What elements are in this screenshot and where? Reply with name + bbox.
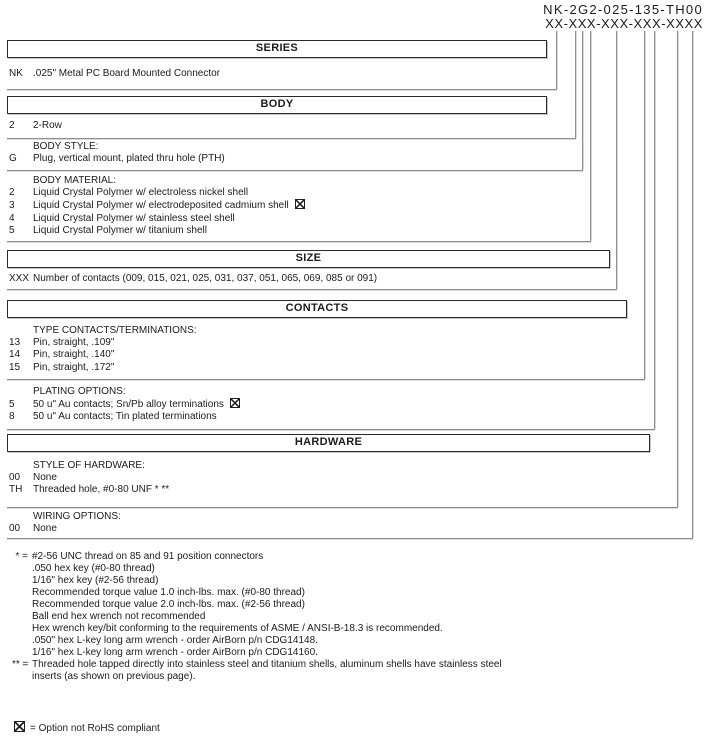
section-header-body: [7, 96, 547, 114]
option-desc: Pin, straight, .109": [33, 337, 115, 349]
option-row: [0, 273, 698, 285]
part-number-mask: XX-XXX-XXX-XXX-XXXX: [545, 16, 703, 31]
divider-plating: [7, 429, 655, 430]
rohs-legend-text: = Option not RoHS compliant: [30, 723, 160, 734]
footnote-line: #2-56 UNC thread on 85 and 91 position connectors: [32, 551, 264, 562]
option-desc: .025" Metal PC Board Mounted Connector: [33, 68, 220, 79]
option-desc: 50 u" Au contacts; Tin plated terminations: [33, 411, 217, 423]
option-code: 5: [9, 399, 15, 411]
option-code: 2: [9, 120, 15, 131]
section-header-hardware: [7, 434, 650, 452]
divider-size: [7, 289, 617, 290]
option-code: 14: [9, 349, 21, 361]
option-code: XXX: [9, 273, 30, 284]
option-desc: Liquid Crystal Polymer w/ stainless steel shell: [33, 212, 235, 224]
footnote-line: Recommended torque value 1.0 inch-lbs. max. (#0-80 thread): [32, 587, 305, 598]
not-rohs-icon: [230, 398, 240, 408]
option-row: [0, 187, 698, 199]
footnote-line: inserts (as shown on previous page).: [32, 671, 196, 682]
section-header-size: [7, 250, 610, 268]
option-row: [0, 472, 698, 484]
option-code: 5: [9, 224, 15, 236]
group-heading: WIRING OPTIONS:: [33, 511, 121, 522]
footnote-line: 1/16" hex key (#2-56 thread): [32, 575, 159, 586]
option-desc: Pin, straight, .172": [33, 361, 115, 373]
footnote-single-asterisk: [12, 551, 677, 659]
body-style-options: [0, 141, 698, 165]
group-heading: TYPE CONTACTS/TERMINATIONS:: [33, 325, 197, 336]
group-heading: BODY STYLE:: [33, 141, 99, 152]
option-code: G: [9, 153, 17, 165]
option-row: [0, 68, 698, 80]
option-code: NK: [9, 68, 23, 79]
not-rohs-icon: [295, 199, 305, 209]
series-options: [0, 68, 698, 80]
divider-wiring: [7, 538, 693, 539]
option-desc: 2-Row: [33, 120, 62, 131]
option-desc: Pin, straight, .140": [33, 349, 115, 361]
section-title: SERIES: [255, 42, 299, 54]
divider-hardware-style: [7, 507, 678, 508]
plating-options: [0, 386, 698, 424]
option-code: 2: [9, 187, 15, 199]
option-row: [0, 120, 698, 132]
option-code: 13: [9, 337, 21, 349]
option-desc: Liquid Crystal Polymer w/ electrodeposited cadmium shell: [33, 200, 289, 212]
divider-body-material: [7, 241, 591, 242]
hardware-style-options: [0, 460, 698, 497]
option-desc: Plug, vertical mount, plated thru hole (PTH): [33, 153, 225, 165]
option-row: [0, 523, 698, 535]
footnote-line: Hex wrench key/bit conforming to the requirements of ASME / ANSI-B-18.3 is recommended.: [32, 623, 443, 634]
option-code: 15: [9, 361, 21, 373]
option-desc: None: [33, 523, 57, 535]
divider-body-style: [7, 170, 583, 171]
option-row: [0, 411, 698, 423]
body-row-options: [0, 120, 698, 132]
section-title: SIZE: [295, 252, 322, 264]
option-desc: Liquid Crystal Polymer w/ electroless nickel shell: [33, 187, 249, 199]
section-header-contacts: [7, 300, 627, 318]
option-row: [0, 362, 698, 374]
footnotes: [12, 551, 677, 683]
footnote-marker: ** =: [12, 659, 29, 670]
option-desc: 50 u" Au contacts; Sn/Pb alloy terminations: [33, 399, 224, 411]
option-row: [0, 225, 698, 237]
part-number-example: NK-2G2-025-135-TH00: [543, 2, 703, 17]
connector-line-series: [556, 31, 557, 89]
divider-contact-type: [7, 379, 645, 380]
option-row: [0, 153, 698, 165]
group-heading: STYLE OF HARDWARE:: [33, 460, 145, 471]
footnote-line: Ball end hex wrench not recommended: [32, 611, 206, 622]
option-desc: Number of contacts (009, 015, 021, 025, 031, 037, 051, 065, 069, 085 or 091): [33, 273, 378, 284]
rohs-legend: [14, 721, 160, 734]
option-code: 00: [9, 472, 21, 484]
option-desc: Liquid Crystal Polymer w/ titanium shell: [33, 224, 207, 236]
body-material-options: [0, 175, 698, 237]
divider-series: [7, 89, 557, 90]
contact-type-options: [0, 325, 698, 374]
section-title: BODY: [260, 98, 294, 110]
option-code: 3: [9, 200, 15, 212]
option-desc: None: [33, 472, 57, 484]
connector-line-hardware-style: [677, 31, 678, 507]
option-code: 4: [9, 212, 15, 224]
footnote-line: Threaded hole tapped directly into stainless steel and titanium shells, aluminum shells have stainless steel: [32, 659, 502, 670]
not-rohs-icon: [14, 721, 25, 732]
option-code: 8: [9, 411, 15, 423]
option-row: [0, 337, 698, 349]
option-desc: Threaded hole, #0-80 UNF * **: [33, 484, 170, 496]
footnote-line: .050 hex key (#0-80 thread): [32, 563, 155, 574]
section-header-series: [7, 40, 547, 58]
divider-body-row: [7, 138, 576, 139]
option-row: [0, 484, 698, 496]
section-title: HARDWARE: [294, 436, 363, 448]
footnote-double-asterisk: [12, 659, 677, 683]
option-row: [0, 213, 698, 225]
option-code: TH: [9, 484, 23, 496]
group-heading: BODY MATERIAL:: [33, 175, 116, 186]
wiring-options: [0, 511, 698, 535]
footnote-line: 1/16" hex L-key long arm wrench - order AirBorn p/n CDG14160.: [32, 647, 318, 658]
option-row: [0, 349, 698, 361]
footnote-line: Recommended torque value 2.0 inch-lbs. max. (#2-56 thread): [32, 599, 305, 610]
section-title: CONTACTS: [285, 302, 349, 314]
size-options: [0, 273, 698, 285]
footnote-line: .050" hex L-key long arm wrench - order AirBorn p/n CDG14148.: [32, 635, 318, 646]
group-heading: PLATING OPTIONS:: [33, 386, 126, 397]
option-code: 00: [9, 523, 21, 535]
option-row: [0, 398, 698, 411]
footnote-marker: * =: [15, 551, 28, 562]
option-row: [0, 199, 698, 212]
